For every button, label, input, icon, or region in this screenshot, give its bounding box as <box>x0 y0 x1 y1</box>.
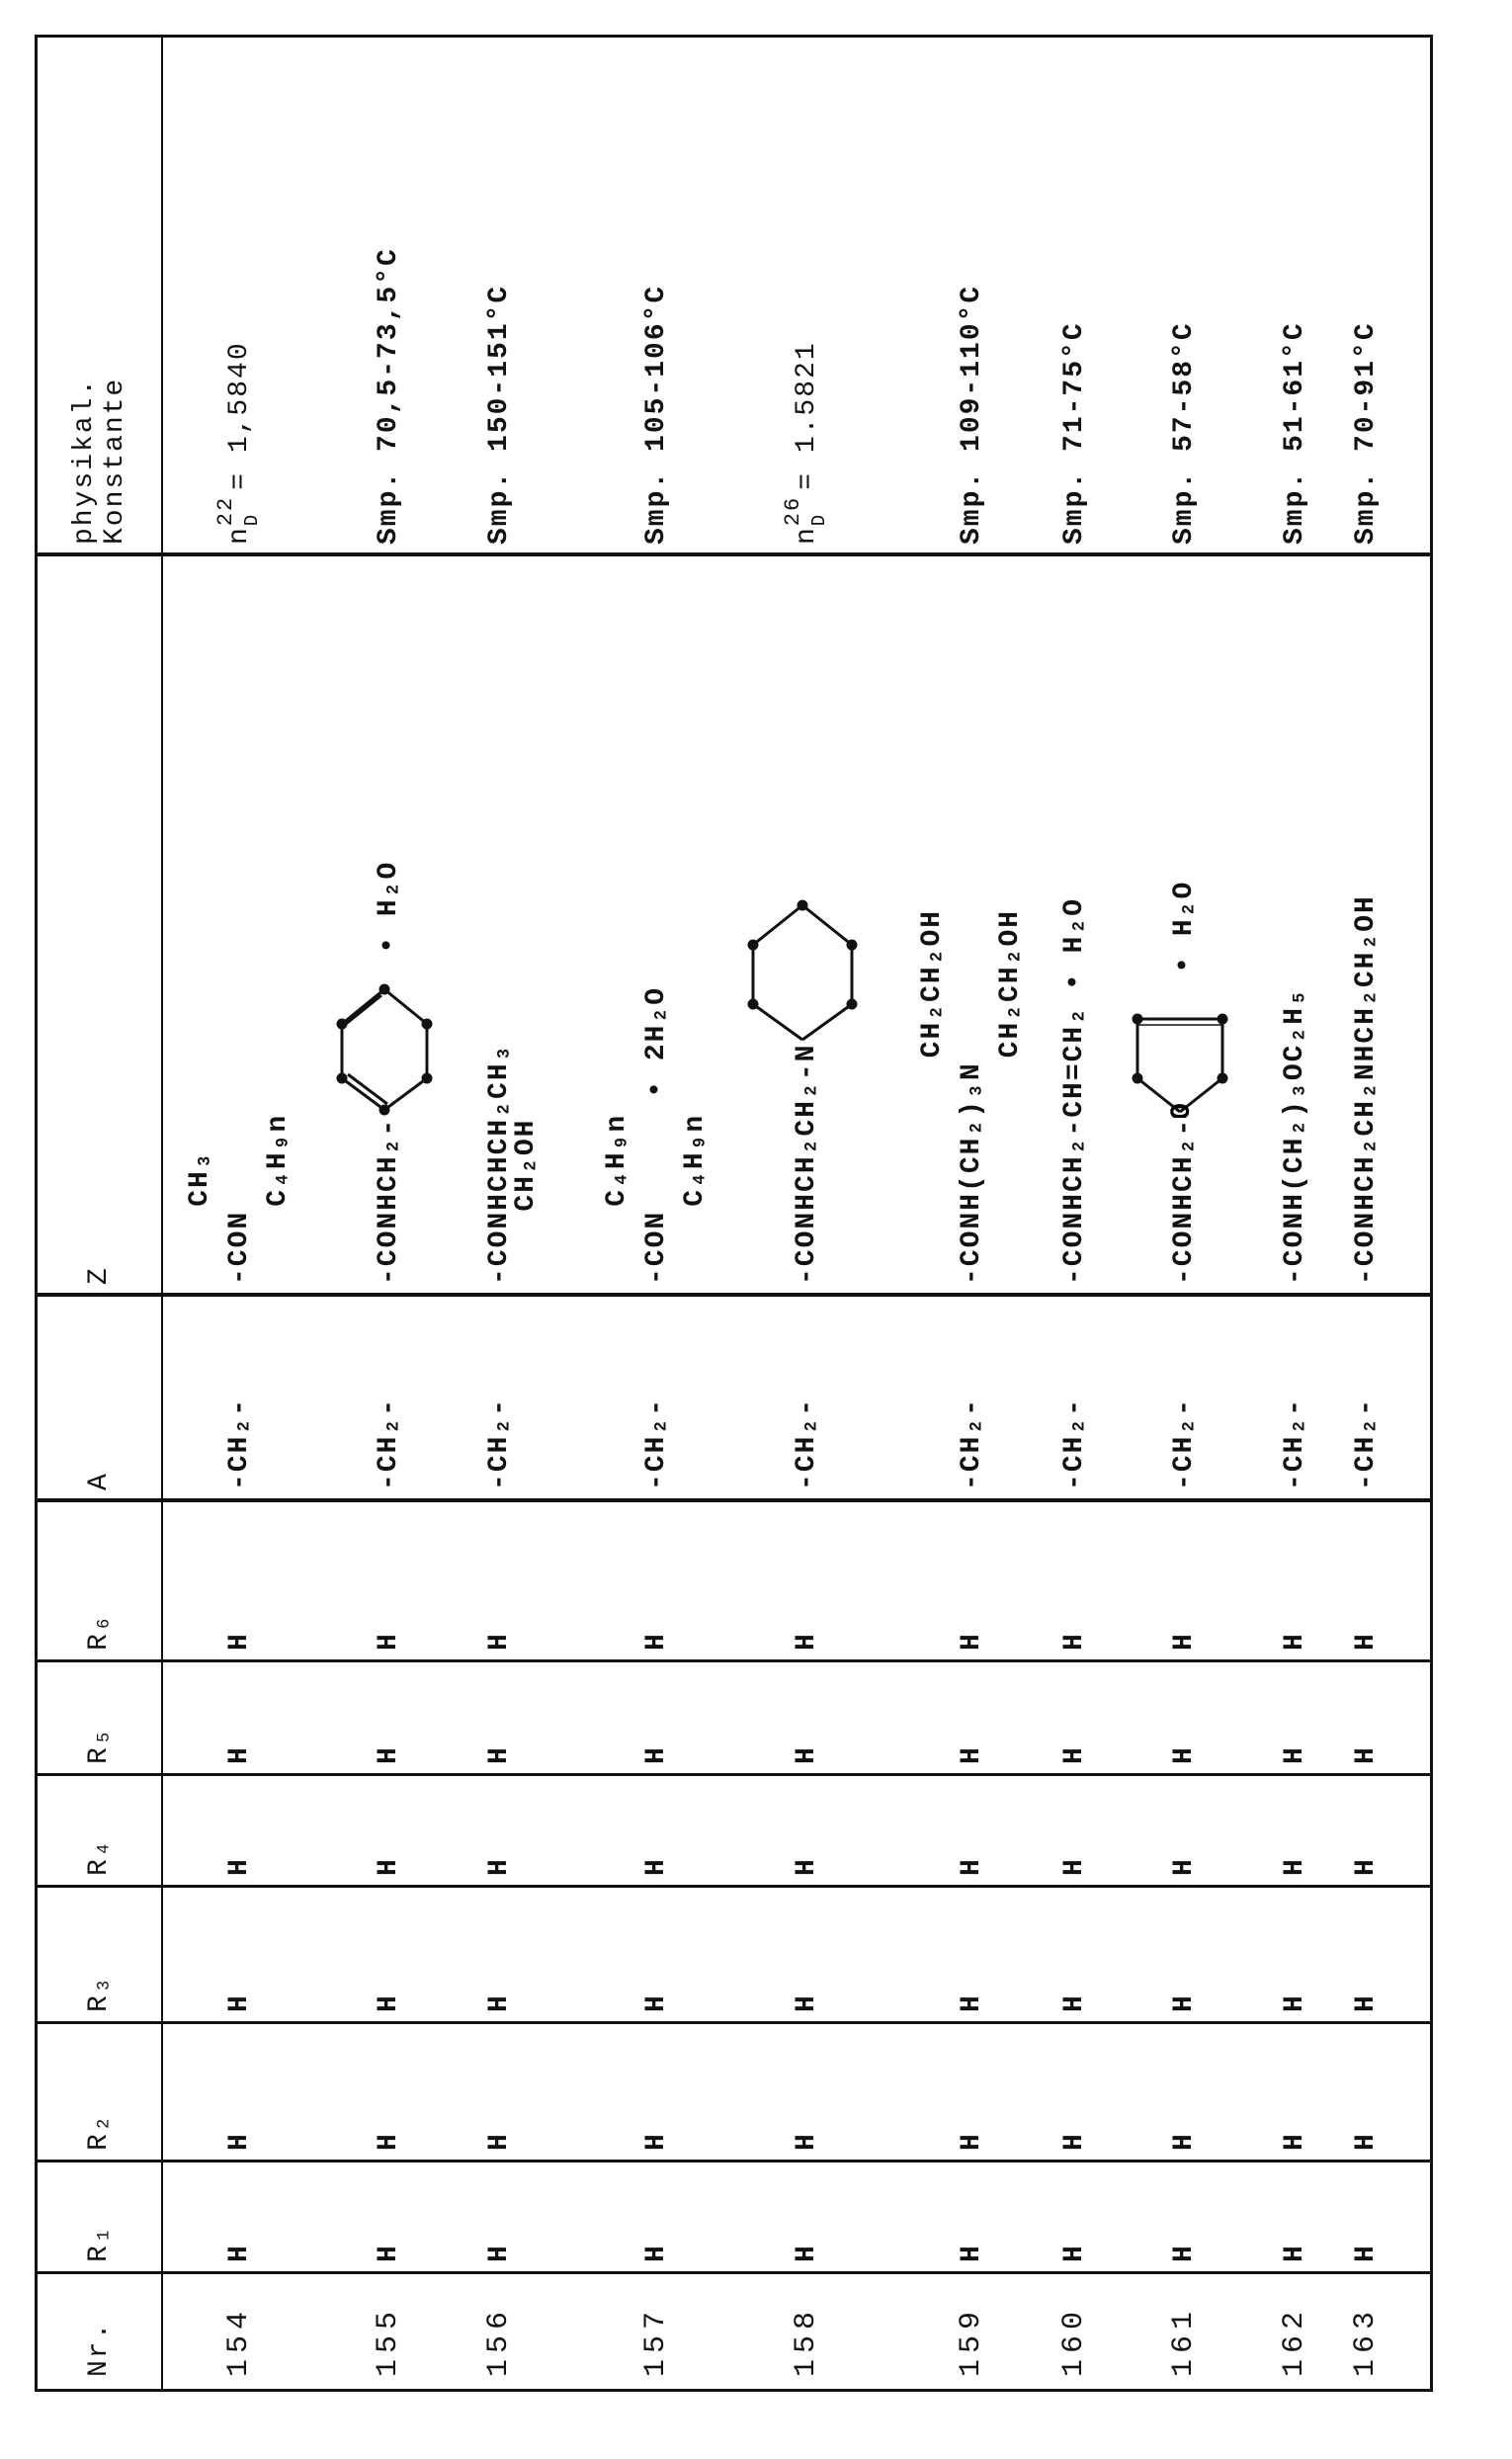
table-row <box>1270 38 1319 2389</box>
table-row <box>907 38 1036 2389</box>
cell-a <box>1270 1297 1319 1490</box>
z-lower-branch: CH₂OH <box>511 1119 542 1212</box>
header-label-r6: R₆ <box>84 1613 115 1651</box>
z-upper-branch: C₄H₉n <box>602 1114 632 1207</box>
cell-z <box>1341 556 1390 1285</box>
cell-value-r4: H <box>374 1857 404 1876</box>
cell-value-r2: H <box>224 2132 255 2151</box>
z-lower-branch: C₄H₉n <box>680 1114 711 1207</box>
cell-r1 <box>175 2162 303 2262</box>
z-upper-branch: CH₂CH₂OH <box>917 909 948 1058</box>
row-number: 158 <box>790 2306 823 2377</box>
header-r6 <box>38 1502 161 1651</box>
refractive-index-conditions <box>213 496 265 526</box>
cell-r5 <box>175 1662 303 1764</box>
cell-r2 <box>175 2024 303 2151</box>
cell-r5 <box>1120 1662 1248 1764</box>
z-formula <box>457 1119 542 1285</box>
z-hydrate-suffix: • H₂O <box>374 861 404 954</box>
cell-z <box>1050 556 1099 1285</box>
cell-value-r4: H <box>1169 1857 1200 1876</box>
cell-nr <box>324 2274 453 2377</box>
cell-value-r1: H <box>374 2244 404 2262</box>
cell-nr <box>592 2274 720 2377</box>
z-branches <box>917 909 1026 1058</box>
cell-value-r2: H <box>792 2132 822 2151</box>
cell-a <box>175 1297 303 1490</box>
cell-value-r5: H <box>1059 1745 1090 1764</box>
cell-r6 <box>324 1502 453 1651</box>
cell-value-r3: H <box>957 1993 987 2012</box>
cell-value-r4: H <box>1351 1857 1382 1876</box>
cell-r1 <box>435 2162 563 2262</box>
cell-value-r2: H <box>957 2132 987 2151</box>
header-label-r2: R₂ <box>84 2113 115 2151</box>
temperature-superscript: 22 <box>213 496 239 526</box>
z-formula <box>1059 882 1090 1285</box>
header-r4 <box>38 1776 161 1876</box>
cell-value-r1: H <box>1169 2244 1200 2262</box>
cell-value-r4: H <box>484 1857 515 1876</box>
cell-value-r2: H <box>374 2132 404 2151</box>
cell-r4 <box>1120 1776 1248 1876</box>
cell-value-r6: H <box>792 1632 822 1651</box>
cell-r4 <box>742 1776 871 1876</box>
cell-value-r6: H <box>1169 1632 1200 1651</box>
cell-r5 <box>1341 1662 1390 1764</box>
table-row <box>1341 38 1390 2389</box>
temperature-superscript: 26 <box>781 496 806 526</box>
cell-value-r4: H <box>641 1857 672 1876</box>
table-row <box>742 38 871 2389</box>
cell-r3 <box>592 1888 720 2012</box>
cell-nr <box>435 2274 563 2377</box>
cell-z <box>592 556 720 1285</box>
cell-r6 <box>1050 1502 1099 1651</box>
z-main: -CONHCH₂- <box>1169 1118 1200 1285</box>
z-main: -CONHCHCH₂CH₃ <box>484 1044 515 1285</box>
table-row <box>1050 38 1099 2389</box>
z-main: -CONHCH₂-CH=CH₂ <box>1059 1006 1090 1285</box>
header-r1 <box>38 2162 161 2262</box>
piperidine-ring-icon <box>743 895 871 1044</box>
cell-z <box>324 556 453 1285</box>
cell-r2 <box>324 2024 453 2151</box>
physical-constant: Smp. 150-151°C <box>484 285 515 545</box>
table-row <box>592 38 720 2389</box>
cell-value-r5: H <box>792 1745 822 1764</box>
header-label-r4: R₄ <box>84 1838 115 1876</box>
cell-value-r3: H <box>1351 1993 1382 2012</box>
row-number: 157 <box>639 2306 673 2377</box>
cell-r4 <box>1050 1776 1099 1876</box>
z-main: -CONHCH₂CH₂NHCH₂CH₂OH <box>1351 894 1382 1285</box>
cell-value-a: -CH₂- <box>374 1398 404 1490</box>
cell-r1 <box>742 2162 871 2262</box>
cell-value-r6: H <box>1351 1632 1382 1651</box>
physical-constant: Smp. 105-106°C <box>641 285 672 545</box>
cell-value-r1: H <box>641 2244 672 2262</box>
cell-r5 <box>742 1662 871 1764</box>
cell-value-r6: H <box>1059 1632 1090 1651</box>
header-a <box>38 1297 161 1490</box>
compound-table <box>35 35 1433 2392</box>
cell-phys <box>1120 32 1248 545</box>
z-formula <box>330 845 448 1285</box>
cell-value-r5: H <box>374 1745 404 1764</box>
cell-value-r1: H <box>484 2244 515 2262</box>
physical-constant: Smp. 51-61°C <box>1280 321 1310 545</box>
physical-constant: Smp. 71-75°C <box>1059 321 1090 545</box>
cell-nr <box>1341 2274 1390 2377</box>
cell-a <box>435 1297 563 1490</box>
cell-r2 <box>435 2024 563 2151</box>
row-number: 156 <box>482 2306 516 2377</box>
cell-r3 <box>175 1888 303 2012</box>
cell-phys <box>175 32 303 545</box>
cell-value-r3: H <box>792 1993 822 2012</box>
cell-value-r6: H <box>374 1632 404 1651</box>
z-main: -CONHCH₂- <box>374 1118 404 1285</box>
cell-r6 <box>1120 1502 1248 1651</box>
row-number: 154 <box>222 2306 256 2377</box>
header-r2 <box>38 2024 161 2151</box>
cell-r6 <box>907 1502 1036 1651</box>
cell-value-a: -CH₂- <box>1351 1398 1382 1490</box>
cell-value-r5: H <box>484 1745 515 1764</box>
z-hydrate-suffix: • H₂O <box>1169 881 1200 974</box>
cell-r2 <box>1341 2024 1390 2151</box>
cell-phys <box>1270 32 1319 545</box>
d-line-subscript: D <box>239 496 265 526</box>
cell-value-r3: H <box>1059 1993 1090 2012</box>
cell-r1 <box>1341 2162 1390 2262</box>
refractive-index-conditions <box>781 496 832 526</box>
z-formula <box>1126 865 1243 1285</box>
cell-value-r3: H <box>374 1993 404 2012</box>
cell-nr <box>742 2274 871 2377</box>
cell-r4 <box>592 1776 720 1876</box>
cell-r2 <box>1120 2024 1248 2151</box>
cell-value-r6: H <box>957 1632 987 1651</box>
z-formula <box>743 895 871 1285</box>
cell-value-r5: H <box>1169 1745 1200 1764</box>
cell-r1 <box>1120 2162 1248 2262</box>
cell-r4 <box>907 1776 1036 1876</box>
cell-value-r6: H <box>641 1632 672 1651</box>
header-label-r5: R₅ <box>84 1727 115 1764</box>
cell-value-a: -CH₂- <box>792 1398 822 1490</box>
cell-z <box>1120 556 1248 1285</box>
furan-ring-icon <box>1126 989 1243 1118</box>
cell-a <box>324 1297 453 1490</box>
cell-r2 <box>1270 2024 1319 2151</box>
cell-phys <box>324 32 453 545</box>
z-formula <box>1351 894 1382 1285</box>
cell-z <box>435 556 563 1285</box>
header-z <box>38 556 161 1285</box>
cell-value-a: -CH₂- <box>1280 1398 1310 1490</box>
cell-r3 <box>435 1888 563 2012</box>
cell-value-a: -CH₂- <box>641 1398 672 1490</box>
z-branches <box>457 1119 542 1212</box>
cell-r6 <box>592 1502 720 1651</box>
row-number: 159 <box>955 2306 988 2377</box>
cell-r5 <box>592 1662 720 1764</box>
cell-r3 <box>742 1888 871 2012</box>
cell-r6 <box>175 1502 303 1651</box>
cell-r4 <box>1270 1776 1319 1876</box>
cell-value-r4: H <box>224 1857 255 1876</box>
table-row <box>1120 38 1248 2389</box>
z-lower-branch: C₄H₉n <box>263 1114 294 1207</box>
svg-text:O: O <box>1167 1101 1198 1118</box>
row-number: 161 <box>1167 2306 1201 2377</box>
cell-value-r1: H <box>1351 2244 1382 2262</box>
cell-value-a: -CH₂- <box>484 1398 515 1490</box>
cell-value-r5: H <box>224 1745 255 1764</box>
cell-value-a: -CH₂- <box>1059 1398 1090 1490</box>
cell-a <box>592 1297 720 1490</box>
cell-value-r3: H <box>1280 1993 1310 2012</box>
z-branches <box>602 1114 711 1207</box>
cell-value-r1: H <box>1280 2244 1310 2262</box>
z-formula <box>602 971 711 1285</box>
header-label-r1: R₁ <box>84 2225 115 2262</box>
header-r5 <box>38 1662 161 1764</box>
cell-value-r3: H <box>224 1993 255 2012</box>
header-label-z: Z <box>84 1266 115 1285</box>
cell-value-r2: H <box>1351 2132 1382 2151</box>
cell-r2 <box>742 2024 871 2151</box>
z-main: -CONH(CH₂)₃N <box>957 1061 987 1285</box>
header-r3 <box>38 1888 161 2012</box>
cell-phys <box>742 32 871 545</box>
row-number: 163 <box>1349 2306 1383 2377</box>
cell-phys <box>1341 32 1390 545</box>
cell-a <box>907 1297 1036 1490</box>
cell-z <box>907 556 1036 1285</box>
physical-constant: Smp. 70,5-73,5°C <box>374 247 404 545</box>
cell-nr <box>175 2274 303 2377</box>
z-lower-branch: CH₂CH₂OH <box>995 909 1026 1058</box>
cell-value-r5: H <box>957 1745 987 1764</box>
cell-r6 <box>435 1502 563 1651</box>
cell-value-r6: H <box>1280 1632 1310 1651</box>
z-branches <box>185 1114 294 1207</box>
header-label-r3: R₃ <box>84 1975 115 2012</box>
row-number: 160 <box>1057 2306 1091 2377</box>
cell-phys <box>907 32 1036 545</box>
physical-constant: Smp. 57-58°C <box>1169 321 1200 545</box>
cell-value-r4: H <box>1280 1857 1310 1876</box>
z-main: -CON <box>224 1211 255 1285</box>
cell-r6 <box>1270 1502 1319 1651</box>
d-line-subscript: D <box>806 496 832 526</box>
cell-value-r3: H <box>484 1993 515 2012</box>
cell-value-r1: H <box>957 2244 987 2262</box>
physical-constant: Smp. 70-91°C <box>1351 321 1382 545</box>
cell-r4 <box>435 1776 563 1876</box>
cell-value-r6: H <box>224 1632 255 1651</box>
cell-value-r2: H <box>641 2132 672 2151</box>
row-number: 162 <box>1278 2306 1311 2377</box>
cell-r5 <box>324 1662 453 1764</box>
cell-r3 <box>324 1888 453 2012</box>
cell-value-r4: H <box>957 1857 987 1876</box>
cell-r3 <box>1120 1888 1248 2012</box>
refractive-index-value: = 1,5840 <box>224 341 255 489</box>
cell-r5 <box>1050 1662 1099 1764</box>
cell-r3 <box>1341 1888 1390 2012</box>
z-formula <box>185 1114 294 1285</box>
cell-r3 <box>1270 1888 1319 2012</box>
cell-r1 <box>1050 2162 1099 2262</box>
table-row <box>435 38 563 2389</box>
cell-a <box>1341 1297 1390 1490</box>
cell-phys <box>1050 32 1099 545</box>
cell-r2 <box>907 2024 1036 2151</box>
cell-phys <box>592 32 720 545</box>
benzene-ring-icon <box>330 970 448 1118</box>
header-phys <box>38 32 161 545</box>
header-phys-line2: Konstante <box>100 378 130 545</box>
cell-value-a: -CH₂- <box>224 1398 255 1490</box>
refractive-index-symbol: n <box>792 526 822 545</box>
table-row <box>175 38 303 2389</box>
cell-value-r1: H <box>792 2244 822 2262</box>
cell-r4 <box>175 1776 303 1876</box>
header-label-a: A <box>84 1472 115 1490</box>
cell-value-a: -CH₂- <box>1169 1398 1200 1490</box>
cell-r1 <box>592 2162 720 2262</box>
cell-value-r4: H <box>792 1857 822 1876</box>
cell-nr <box>1050 2274 1099 2377</box>
cell-r2 <box>1050 2024 1099 2151</box>
z-hydrate-suffix: • 2H₂O <box>641 986 672 1098</box>
cell-r5 <box>435 1662 563 1764</box>
cell-value-r1: H <box>224 2244 255 2262</box>
cell-value-r2: H <box>484 2132 515 2151</box>
cell-r2 <box>592 2024 720 2151</box>
cell-r5 <box>907 1662 1036 1764</box>
cell-nr <box>907 2274 1036 2377</box>
cell-value-r5: H <box>641 1745 672 1764</box>
refractive-index-value: = 1.5821 <box>792 341 822 489</box>
cell-nr <box>1120 2274 1248 2377</box>
table-row <box>324 38 453 2389</box>
physical-constant: Smp. 109-110°C <box>957 285 987 545</box>
cell-value-r2: H <box>1059 2132 1090 2151</box>
header-nr <box>38 2274 161 2377</box>
cell-r5 <box>1270 1662 1319 1764</box>
cell-z <box>742 556 871 1285</box>
cell-value-r5: H <box>1280 1745 1310 1764</box>
cell-value-r2: H <box>1280 2132 1310 2151</box>
cell-r1 <box>1270 2162 1319 2262</box>
cell-r1 <box>907 2162 1036 2262</box>
z-main: -CONH(CH₂)₃OC₂H₅ <box>1280 987 1310 1285</box>
cell-value-r1: H <box>1059 2244 1090 2262</box>
cell-r3 <box>907 1888 1036 2012</box>
z-main: -CON <box>641 1211 672 1285</box>
cell-r4 <box>324 1776 453 1876</box>
z-formula <box>917 909 1026 1285</box>
cell-value-a: -CH₂- <box>957 1398 987 1490</box>
cell-value-r3: H <box>1169 1993 1200 2012</box>
cell-r4 <box>1341 1776 1390 1876</box>
header-divider <box>161 38 163 2389</box>
cell-value-r5: H <box>1351 1745 1382 1764</box>
cell-r1 <box>324 2162 453 2262</box>
z-main: -CONHCH₂CH₂-N <box>792 1044 822 1285</box>
cell-value-r6: H <box>484 1632 515 1651</box>
cell-z <box>175 556 303 1285</box>
cell-a <box>742 1297 871 1490</box>
header-phys-line1: physikal. <box>69 378 100 545</box>
header-label-nr: Nr. <box>84 2322 115 2377</box>
refractive-index-symbol: n <box>224 526 255 545</box>
cell-phys <box>435 32 563 545</box>
cell-r6 <box>742 1502 871 1651</box>
cell-value-r2: H <box>1169 2132 1200 2151</box>
cell-r6 <box>1341 1502 1390 1651</box>
z-formula <box>1280 987 1310 1285</box>
row-number: 155 <box>372 2306 405 2377</box>
cell-z <box>1270 556 1319 1285</box>
cell-nr <box>1270 2274 1319 2377</box>
cell-r3 <box>1050 1888 1099 2012</box>
cell-value-r3: H <box>641 1993 672 2012</box>
z-hydrate-suffix: • H₂O <box>1059 897 1090 990</box>
z-upper-branch: CH₃ <box>185 1114 215 1207</box>
cell-a <box>1120 1297 1248 1490</box>
cell-a <box>1050 1297 1099 1490</box>
cell-value-r4: H <box>1059 1857 1090 1876</box>
